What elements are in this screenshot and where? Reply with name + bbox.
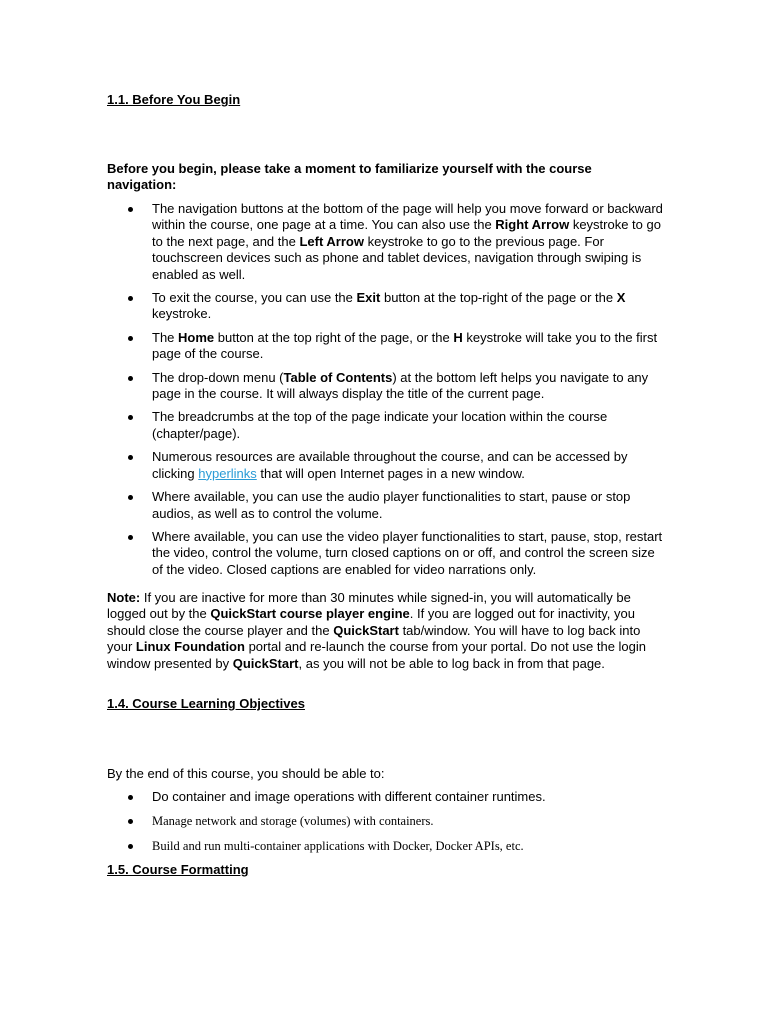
list-item-text: that will open Internet pages in a new window. bbox=[256, 465, 525, 481]
keyword-exit: Exit bbox=[356, 290, 381, 306]
objective-text: Manage network and storage (volumes) with containers. bbox=[152, 814, 434, 829]
hyperlinks-link[interactable]: hyperlinks bbox=[198, 465, 257, 481]
bullet-icon bbox=[128, 296, 133, 301]
list-item bbox=[107, 838, 667, 854]
bullet-icon bbox=[128, 336, 133, 341]
note-text: portal and re-launch the course from your portal. Do not use the login window presented by bbox=[107, 639, 647, 671]
bullet-icon bbox=[128, 376, 133, 381]
intro-paragraph: Before you begin, please take a moment to familiarize yourself with the course navigation: bbox=[107, 161, 592, 193]
list-item-text: Numerous resources are available throughout the course, and can be accessed by clicking bbox=[152, 449, 628, 481]
keyword-right-arrow: Right Arrow bbox=[495, 217, 570, 233]
list-item bbox=[107, 201, 667, 283]
bullet-icon bbox=[128, 415, 133, 420]
list-item-text: keystroke to go to the next page, and the bbox=[152, 217, 661, 249]
list-item-text: keystroke will take you to the first page of the course. bbox=[152, 329, 658, 362]
keyword-x: X bbox=[616, 290, 626, 306]
list-item-text: The bbox=[152, 329, 179, 345]
bullet-icon bbox=[128, 495, 133, 500]
bullet-icon bbox=[128, 844, 133, 849]
list-item-text: keystroke to go to the previous page. For touchscreen devices such as phone and tablet devices, navigation through swiping is enabled as well. bbox=[152, 233, 642, 282]
objective-text: Do container and image operations with different container runtimes. bbox=[152, 789, 546, 804]
keyword-linux-foundation: Linux Foundation bbox=[135, 639, 245, 655]
objective-text: Build and run multi-container applications with Docker, Docker APIs, etc. bbox=[152, 838, 524, 853]
list-item-text: To exit the course, you can use the bbox=[152, 290, 357, 306]
list-item-text: The navigation buttons at the bottom of the page will help you move forward or backward within the course, one page at a time. You can also use the bbox=[152, 201, 663, 233]
note-text: If you are inactive for more than 30 minutes while signed-in, you will automatically be logged out by the bbox=[107, 590, 631, 622]
list-item bbox=[107, 789, 667, 805]
keyword-home: Home bbox=[178, 329, 215, 345]
list-item bbox=[107, 330, 667, 363]
bullet-icon bbox=[128, 535, 133, 540]
list-item-text: button at the top-right of the page or the bbox=[380, 290, 617, 306]
list-item bbox=[107, 489, 667, 522]
list-item-text: Where available, you can use the audio player functionalities to start, pause or stop audios, as well as to control the volume. bbox=[152, 489, 631, 521]
note-label: Note: bbox=[107, 590, 141, 605]
section-heading-learning-objectives: 1.4. Course Learning Objectives bbox=[107, 696, 305, 711]
section-heading-before-you-begin: 1.1. Before You Begin bbox=[107, 92, 241, 107]
note-text: , as you will not be able to log back in from that page. bbox=[298, 655, 605, 671]
list-item-text: ) at the bottom left helps you navigate to any page in the course. It will always display the title of the current page. bbox=[152, 369, 649, 402]
list-item bbox=[107, 813, 667, 829]
bullet-icon bbox=[128, 207, 133, 212]
objectives-list bbox=[107, 789, 667, 854]
list-item-text: button at the top right of the page, or the bbox=[214, 329, 454, 345]
keyword-quickstart: QuickStart bbox=[333, 622, 399, 638]
list-item bbox=[107, 290, 667, 323]
navigation-bullet-list bbox=[107, 201, 667, 578]
keyword-h: H bbox=[453, 329, 463, 345]
list-item-text: keystroke. bbox=[152, 306, 212, 322]
bullet-icon bbox=[128, 795, 133, 800]
objectives-intro: By the end of this course, you should be able to: bbox=[107, 766, 385, 781]
keyword-quickstart-engine: QuickStart course player engine bbox=[210, 606, 410, 622]
note-text: tab/window. You will have to log back into your bbox=[107, 622, 641, 655]
list-item-text: Where available, you can use the video player functionalities to start, pause, stop, restart the video, control the volume, turn closed captions on or off, and control the screen size of the video. Closed captions are enabled for video narrations only. bbox=[152, 528, 663, 577]
list-item bbox=[107, 370, 667, 403]
bullet-icon bbox=[128, 455, 133, 460]
note-text: . If you are logged out for inactivity, you should close the course player and the bbox=[107, 606, 635, 638]
keyword-left-arrow: Left Arrow bbox=[299, 233, 364, 249]
note-paragraph bbox=[107, 590, 647, 672]
list-item bbox=[107, 409, 667, 442]
list-item-text: The breadcrumbs at the top of the page indicate your location within the course (chapter/page). bbox=[152, 409, 608, 441]
list-item bbox=[107, 449, 667, 482]
bullet-icon bbox=[128, 819, 133, 824]
section-heading-course-formatting: 1.5. Course Formatting bbox=[107, 862, 249, 877]
keyword-table-of-contents: Table of Contents bbox=[283, 369, 393, 385]
list-item-text: The drop-down menu ( bbox=[152, 369, 284, 385]
keyword-quickstart: QuickStart bbox=[232, 655, 299, 671]
list-item bbox=[107, 529, 667, 578]
